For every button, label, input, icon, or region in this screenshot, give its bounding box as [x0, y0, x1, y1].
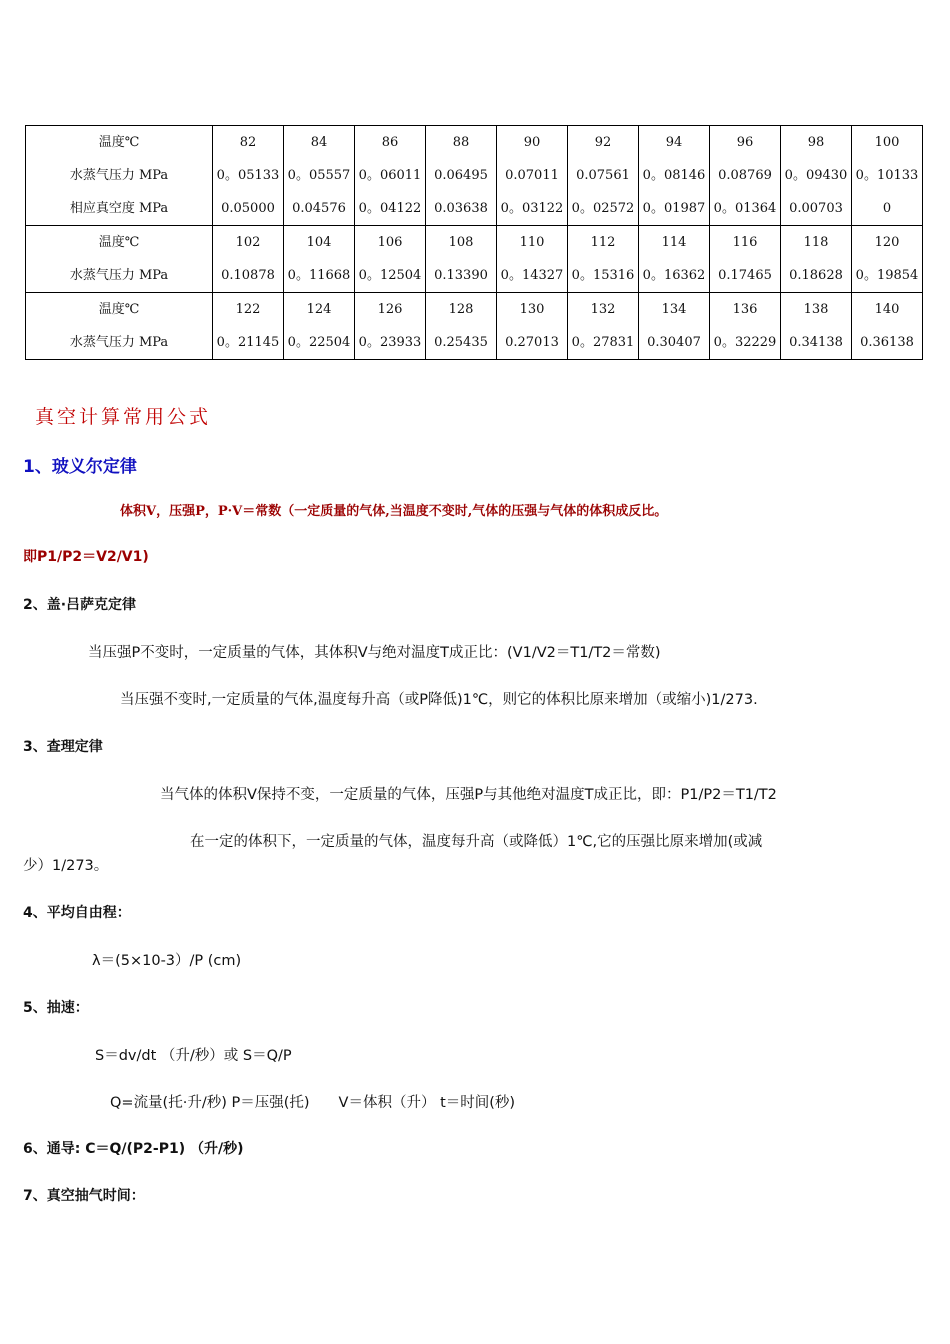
table-cell: [426, 226, 497, 293]
row-label: 温度℃: [98, 235, 140, 250]
table-cell: [710, 126, 781, 226]
cell-value: 114: [661, 235, 687, 250]
table-cell: [781, 126, 852, 226]
cell-value: 0。21145: [216, 335, 280, 350]
table-cell: [355, 126, 426, 226]
boyle-body: 体积V，压强P，P·V＝常数（一定质量的气体,当温度不变时,气体的压强与气体的体积成反比。: [120, 504, 668, 519]
gay-lussac-line2: 当压强不变时,一定质量的气体,温度每升高（或P降低)1℃，则它的体积比原来增加（或缩小)1/273.: [120, 692, 758, 708]
row-labels: [26, 126, 213, 226]
steam-pressure-table: [25, 125, 923, 360]
cell-value: 112: [590, 235, 616, 250]
cell-value: 128: [448, 302, 474, 317]
cell-value: 0。05133: [216, 168, 280, 183]
cell-value: 0.17465: [718, 268, 772, 283]
cell-value: 0。22504: [287, 335, 351, 350]
cell-value: 0.30407: [647, 335, 701, 350]
table-cell: [852, 126, 923, 226]
row-labels: [26, 293, 213, 360]
cell-value: 90: [523, 135, 541, 150]
cell-value: 88: [452, 135, 470, 150]
cell-value: 0。11668: [287, 268, 351, 283]
cell-value: 108: [448, 235, 474, 250]
cell-value: 0.07011: [505, 168, 559, 183]
row-label: 水蒸气压力 MPa: [69, 268, 169, 283]
pumping-speed-legend: Q=流量(托·升/秒) P＝压强(托) V＝体积（升） t＝时间(秒): [110, 1095, 516, 1111]
table-cell: [213, 293, 284, 360]
table-cell: [213, 226, 284, 293]
cell-value: 0.25435: [434, 335, 488, 350]
cell-value: 0.34138: [789, 335, 843, 350]
cell-value: 94: [665, 135, 683, 150]
cell-value: 0。10133: [855, 168, 919, 183]
cell-value: 84: [310, 135, 328, 150]
cell-value: 0.06495: [434, 168, 488, 183]
cell-value: 98: [807, 135, 825, 150]
cell-value: 132: [590, 302, 616, 317]
table-cell: [497, 126, 568, 226]
table-cell: [781, 293, 852, 360]
cell-value: 0。32229: [713, 335, 777, 350]
table-row: [26, 293, 923, 360]
cell-value: 116: [732, 235, 758, 250]
cell-value: 0.18628: [789, 268, 843, 283]
cell-value: 126: [377, 302, 403, 317]
cell-value: 0。09430: [784, 168, 848, 183]
table-cell: [639, 126, 710, 226]
table-cell: [355, 293, 426, 360]
cell-value: 0.05000: [221, 201, 275, 216]
row-label: 温度℃: [98, 135, 140, 150]
cell-value: 0.00703: [789, 201, 843, 216]
cell-value: 0。04122: [358, 201, 422, 216]
cell-value: 0。19854: [855, 268, 919, 283]
table-cell: [426, 126, 497, 226]
cell-value: 0。05557: [287, 168, 351, 183]
table-cell: [568, 126, 639, 226]
cell-value: 102: [235, 235, 261, 250]
cell-value: 134: [661, 302, 687, 317]
cell-value: 130: [519, 302, 545, 317]
pumping-speed-heading: 5、抽速：: [23, 1000, 89, 1016]
table-cell: [213, 126, 284, 226]
table-cell: [639, 293, 710, 360]
table-cell: [284, 293, 355, 360]
cell-value: 138: [803, 302, 829, 317]
cell-value: 0。01987: [642, 201, 706, 216]
gay-lussac-line1: 当压强P不变时，一定质量的气体，其体积V与绝对温度T成正比：(V1/V2＝T1/T2＝常数): [88, 645, 661, 661]
section-title: 真空计算常用公式: [35, 406, 212, 428]
cell-value: 0.08769: [718, 168, 772, 183]
cell-value: 0。08146: [642, 168, 706, 183]
cell-value: 120: [874, 235, 900, 250]
cell-value: 0.03638: [434, 201, 488, 216]
cell-value: 140: [874, 302, 900, 317]
cell-value: 104: [306, 235, 332, 250]
table-cell: [710, 226, 781, 293]
cell-value: 0。02572: [571, 201, 635, 216]
cell-value: 106: [377, 235, 403, 250]
charles-line2a: 在一定的体积下，一定质量的气体，温度每升高（或降低）1℃,它的压强比原来增加(或减: [190, 834, 763, 850]
table-cell: [284, 126, 355, 226]
cell-value: 118: [803, 235, 829, 250]
cell-value: 110: [519, 235, 545, 250]
cell-value: 0。06011: [358, 168, 422, 183]
cell-value: 0.10878: [221, 268, 275, 283]
charles-heading: 3、查理定律: [23, 739, 103, 755]
table-cell: [639, 226, 710, 293]
pumping-speed-formula: S＝dv/dt （升/秒）或 S＝Q/P: [95, 1048, 292, 1064]
table-cell: [710, 293, 781, 360]
table-row: [26, 226, 923, 293]
table-cell: [852, 226, 923, 293]
row-labels: [26, 226, 213, 293]
boyle-formula: 即P1/P2＝V2/V1): [23, 549, 149, 565]
table-cell: [284, 226, 355, 293]
table-cell: [568, 293, 639, 360]
cell-value: 122: [235, 302, 261, 317]
cell-value: 0。14327: [500, 268, 564, 283]
charles-line2b: 少）1/273。: [23, 858, 109, 874]
cell-value: 100: [874, 135, 900, 150]
cell-value: 0.04576: [292, 201, 346, 216]
cell-value: 0。03122: [500, 201, 564, 216]
table-cell: [497, 293, 568, 360]
cell-value: 136: [732, 302, 758, 317]
cell-value: 92: [594, 135, 612, 150]
row-label: 水蒸气压力 MPa: [69, 168, 169, 183]
gay-lussac-heading: 2、盖·吕萨克定律: [23, 597, 137, 613]
table-cell: [426, 293, 497, 360]
cell-value: 0.27013: [505, 335, 559, 350]
cell-value: 124: [306, 302, 332, 317]
row-label: 水蒸气压力 MPa: [69, 335, 169, 350]
mean-free-path-formula: λ＝(5×10-3）/P (cm): [92, 953, 242, 969]
table-cell: [355, 226, 426, 293]
boyle-heading: 1、玻义尔定律: [23, 457, 137, 477]
cell-value: 0。23933: [358, 335, 422, 350]
cell-value: 86: [381, 135, 399, 150]
cell-value: 0。15316: [571, 268, 635, 283]
cell-value: 0: [882, 201, 892, 216]
cell-value: 0。27831: [571, 335, 635, 350]
row-label: 相应真空度 MPa: [69, 201, 169, 216]
cell-value: 0.36138: [860, 335, 914, 350]
cell-value: 96: [736, 135, 754, 150]
table-cell: [497, 226, 568, 293]
table-cell: [781, 226, 852, 293]
cell-value: 0。12504: [358, 268, 422, 283]
cell-value: 0.13390: [434, 268, 488, 283]
charles-line1: 当气体的体积V保持不变，一定质量的气体，压强P与其他绝对温度T成正比，即：P1/P2＝T1/T2: [160, 787, 777, 803]
table-row: [26, 126, 923, 226]
conductance-heading: 6、通导: C＝Q/(P2-P1) （升/秒): [23, 1141, 244, 1157]
cell-value: 0。16362: [642, 268, 706, 283]
cell-value: 82: [239, 135, 257, 150]
mean-free-path-heading: 4、平均自由程：: [23, 905, 131, 921]
cell-value: 0。01364: [713, 201, 777, 216]
row-label: 温度℃: [98, 302, 140, 317]
table-cell: [852, 293, 923, 360]
table-cell: [568, 226, 639, 293]
cell-value: 0.07561: [576, 168, 630, 183]
pump-time-heading: 7、真空抽气时间：: [23, 1188, 145, 1204]
